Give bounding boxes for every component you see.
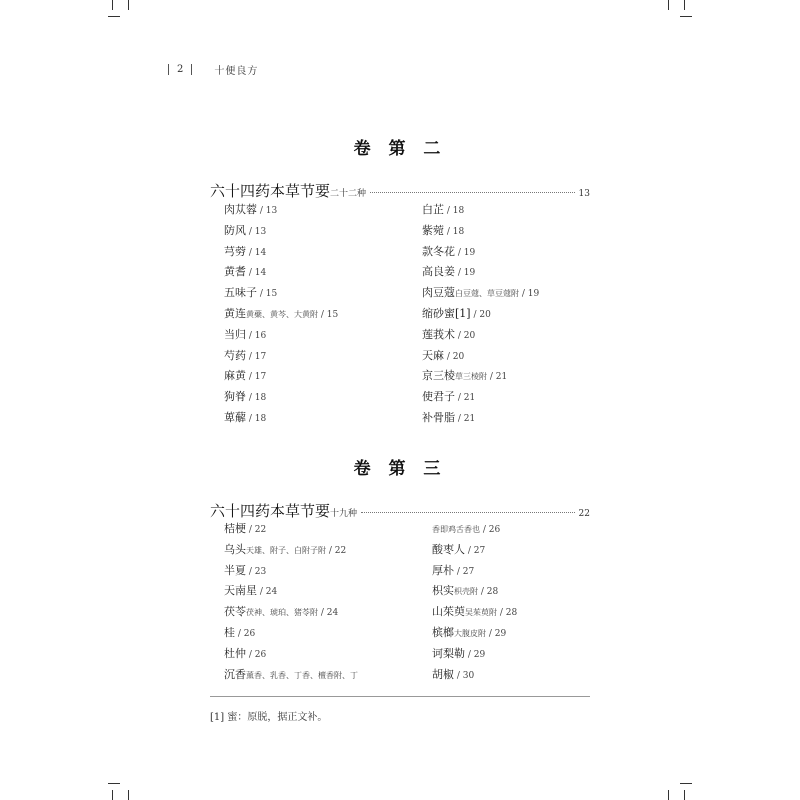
entry-name: 狗脊 bbox=[224, 390, 246, 404]
entry-note: 薰香、乳香、丁香、檀香附、丁 bbox=[246, 670, 358, 680]
entry-name: 黄连 bbox=[224, 306, 246, 320]
toc-entry[interactable] bbox=[224, 366, 338, 387]
toc-entry[interactable] bbox=[224, 665, 358, 686]
section-title: 六十四药本草节要 bbox=[210, 502, 331, 520]
toc-entry[interactable] bbox=[422, 366, 539, 387]
toc-entry[interactable] bbox=[432, 519, 517, 540]
entry-page: / 20 bbox=[455, 330, 476, 341]
entry-page: / 26 bbox=[246, 649, 267, 660]
section-subtitle: 十九种 bbox=[330, 509, 358, 519]
entry-name: 桔梗 bbox=[224, 522, 246, 535]
entry-name: 杜仲 bbox=[224, 646, 246, 660]
entry-page: / 13 bbox=[257, 206, 278, 216]
entry-page: / 19 bbox=[455, 247, 476, 258]
entry-name: 半夏 bbox=[224, 563, 246, 577]
volume-3-right-entries bbox=[432, 519, 517, 685]
book-title: 十便良方 bbox=[214, 66, 259, 77]
entry-name: 诃梨勒 bbox=[432, 646, 465, 660]
footnote: [1] 蜜：原脱，据正文补。 bbox=[210, 712, 328, 723]
toc-entry[interactable] bbox=[432, 561, 517, 582]
toc-entry[interactable] bbox=[224, 325, 338, 346]
entry-name: 麻黄 bbox=[224, 369, 246, 383]
entry-name: 莲莪术 bbox=[422, 327, 455, 341]
running-header bbox=[160, 62, 258, 77]
entry-page: / 24 bbox=[257, 587, 278, 598]
entry-page: / 26 bbox=[480, 525, 501, 535]
entry-name: 桂 bbox=[224, 625, 235, 639]
crop-mark bbox=[128, 0, 129, 10]
entry-page: / 19 bbox=[519, 289, 540, 300]
entry-name: 山茱萸 bbox=[432, 605, 465, 619]
entry-page: / 13 bbox=[246, 226, 267, 237]
leader-dots bbox=[361, 512, 575, 513]
entry-page: / 28 bbox=[497, 608, 518, 619]
section-title: 六十四药本草节要 bbox=[210, 182, 331, 200]
toc-entry[interactable] bbox=[224, 304, 338, 325]
toc-entry[interactable] bbox=[224, 242, 338, 263]
crop-mark bbox=[108, 16, 120, 17]
entry-note: 吴茱萸附 bbox=[465, 608, 497, 618]
crop-mark bbox=[128, 790, 129, 800]
volume-2-section-heading[interactable] bbox=[210, 180, 590, 201]
toc-entry[interactable] bbox=[224, 623, 358, 644]
entry-name: 沉香 bbox=[224, 667, 246, 681]
entry-name: 京三棱 bbox=[422, 369, 455, 383]
entry-page: / 26 bbox=[235, 628, 256, 639]
toc-entry[interactable] bbox=[224, 262, 338, 283]
toc-entry[interactable] bbox=[432, 581, 517, 602]
toc-entry[interactable] bbox=[422, 242, 539, 263]
crop-mark bbox=[668, 0, 669, 10]
toc-entry[interactable] bbox=[422, 283, 539, 304]
volume-2-left-entries bbox=[224, 200, 338, 429]
entry-name: 天麻 bbox=[422, 348, 444, 362]
section-page: 13 bbox=[578, 189, 590, 199]
entry-name: 槟榔 bbox=[432, 625, 454, 639]
entry-page: / 29 bbox=[486, 628, 507, 639]
entry-page: / 18 bbox=[444, 226, 465, 237]
toc-entry[interactable] bbox=[422, 408, 539, 429]
toc-entry[interactable] bbox=[432, 602, 517, 623]
toc-entry[interactable] bbox=[422, 221, 539, 242]
header-divider bbox=[191, 64, 192, 75]
toc-entry[interactable] bbox=[224, 602, 358, 623]
entry-page: / 30 bbox=[454, 670, 475, 681]
entry-note: 草三棱附 bbox=[455, 372, 487, 382]
toc-entry[interactable] bbox=[422, 325, 539, 346]
entry-name: 枳实 bbox=[432, 584, 454, 598]
entry-name: 芎䓖 bbox=[224, 244, 246, 258]
entry-page: / 14 bbox=[246, 268, 267, 279]
toc-entry[interactable] bbox=[422, 262, 539, 283]
header-divider bbox=[168, 64, 169, 75]
crop-mark bbox=[684, 0, 685, 10]
crop-mark bbox=[680, 783, 692, 784]
entry-name: 五味子 bbox=[224, 286, 257, 300]
toc-entry[interactable] bbox=[224, 346, 338, 367]
crop-mark bbox=[668, 790, 669, 800]
toc-entry[interactable] bbox=[224, 387, 338, 408]
volume-2-right-entries bbox=[422, 200, 539, 429]
entry-page: / 15 bbox=[318, 309, 339, 320]
entry-page: / 18 bbox=[246, 393, 267, 404]
toc-entry[interactable] bbox=[224, 200, 338, 221]
volume-3-section-heading[interactable] bbox=[210, 500, 590, 521]
entry-note: 天雄、附子、白附子附 bbox=[246, 545, 326, 555]
crop-mark bbox=[112, 0, 113, 10]
entry-page: / 17 bbox=[246, 351, 267, 362]
entry-page: / 23 bbox=[246, 566, 267, 577]
entry-page: / 27 bbox=[465, 545, 486, 556]
entry-name: 胡椒 bbox=[432, 667, 454, 681]
entry-note: 黄蘗、黄芩、大黄附 bbox=[246, 309, 318, 319]
entry-page: / 17 bbox=[246, 372, 267, 383]
entry-name: 萆薢 bbox=[224, 410, 246, 424]
entry-page: / 24 bbox=[318, 608, 339, 619]
entry-page: / 28 bbox=[478, 587, 499, 598]
entry-page: / 19 bbox=[455, 268, 476, 279]
toc-entry[interactable] bbox=[224, 519, 358, 540]
entry-name: 款冬花 bbox=[422, 244, 455, 258]
entry-page: / 14 bbox=[246, 247, 267, 258]
entry-name: 肉苁蓉 bbox=[224, 203, 257, 216]
entry-note: 枳壳附 bbox=[454, 587, 478, 597]
entry-page: / 27 bbox=[454, 566, 475, 577]
entry-name: 高良姜 bbox=[422, 265, 455, 279]
entry-name: 天南星 bbox=[224, 584, 257, 598]
entry-page: / 29 bbox=[465, 649, 486, 660]
entry-page: / 21 bbox=[487, 372, 508, 383]
toc-entry[interactable] bbox=[432, 644, 517, 665]
entry-page: / 20 bbox=[444, 351, 465, 362]
footnote-rule bbox=[210, 696, 590, 697]
toc-entry[interactable] bbox=[224, 581, 358, 602]
toc-entry[interactable] bbox=[224, 283, 338, 304]
entry-name: 酸枣人 bbox=[432, 542, 465, 556]
entry-note: 白豆蔻、草豆蔻附 bbox=[455, 289, 519, 299]
toc-entry[interactable] bbox=[224, 561, 358, 582]
leader-dots bbox=[370, 192, 575, 193]
entry-name: 防风 bbox=[224, 223, 246, 237]
toc-entry[interactable] bbox=[432, 665, 517, 686]
toc-entry[interactable] bbox=[422, 346, 539, 367]
toc-entry[interactable] bbox=[432, 623, 517, 644]
toc-entry[interactable] bbox=[224, 408, 338, 429]
entry-page: / 18 bbox=[444, 206, 465, 216]
entry-name: 芍药 bbox=[224, 348, 246, 362]
entry-page: / 16 bbox=[246, 330, 267, 341]
crop-mark bbox=[684, 790, 685, 800]
entry-note: 大腹皮附 bbox=[454, 628, 486, 638]
toc-entry[interactable] bbox=[224, 540, 358, 561]
entry-name: 缩砂蜜[1] bbox=[422, 306, 471, 320]
volume-2-title: 卷 第 二 bbox=[353, 139, 447, 159]
entry-name: 紫菀 bbox=[422, 223, 444, 237]
volume-3-title: 卷 第 三 bbox=[353, 459, 447, 479]
entry-page: / 20 bbox=[470, 309, 491, 320]
entry-name: 茯苓 bbox=[224, 605, 246, 619]
entry-note: 茯神、琥珀、猪苓附 bbox=[246, 608, 318, 618]
entry-name: 厚朴 bbox=[432, 563, 454, 577]
entry-page: / 21 bbox=[455, 393, 476, 404]
crop-mark bbox=[680, 16, 692, 17]
entry-page: / 22 bbox=[246, 525, 267, 535]
entry-page: / 21 bbox=[455, 413, 476, 424]
toc-entry[interactable] bbox=[422, 304, 539, 325]
toc-entry[interactable] bbox=[422, 387, 539, 408]
toc-entry[interactable] bbox=[224, 644, 358, 665]
toc-entry[interactable] bbox=[224, 221, 338, 242]
entry-note: 香即鸡舌香也 bbox=[432, 525, 480, 534]
entry-name: 当归 bbox=[224, 327, 246, 341]
toc-entry[interactable] bbox=[422, 200, 539, 221]
section-subtitle: 二十二种 bbox=[330, 189, 367, 199]
entry-name: 使君子 bbox=[422, 390, 455, 404]
entry-page: / 15 bbox=[257, 289, 278, 300]
entry-name: 补骨脂 bbox=[422, 410, 455, 424]
entry-page: / 22 bbox=[326, 545, 347, 556]
crop-mark bbox=[108, 783, 120, 784]
crop-mark bbox=[112, 790, 113, 800]
page-number: 2 bbox=[177, 64, 184, 75]
entry-name: 肉豆蔻 bbox=[422, 286, 455, 300]
entry-name: 乌头 bbox=[224, 542, 246, 556]
entry-name: 黄耆 bbox=[224, 265, 246, 279]
entry-page: / 18 bbox=[246, 413, 267, 424]
section-page: 22 bbox=[578, 509, 590, 519]
entry-name: 白芷 bbox=[422, 203, 444, 216]
toc-entry[interactable] bbox=[432, 540, 517, 561]
volume-3-left-entries bbox=[224, 519, 358, 685]
